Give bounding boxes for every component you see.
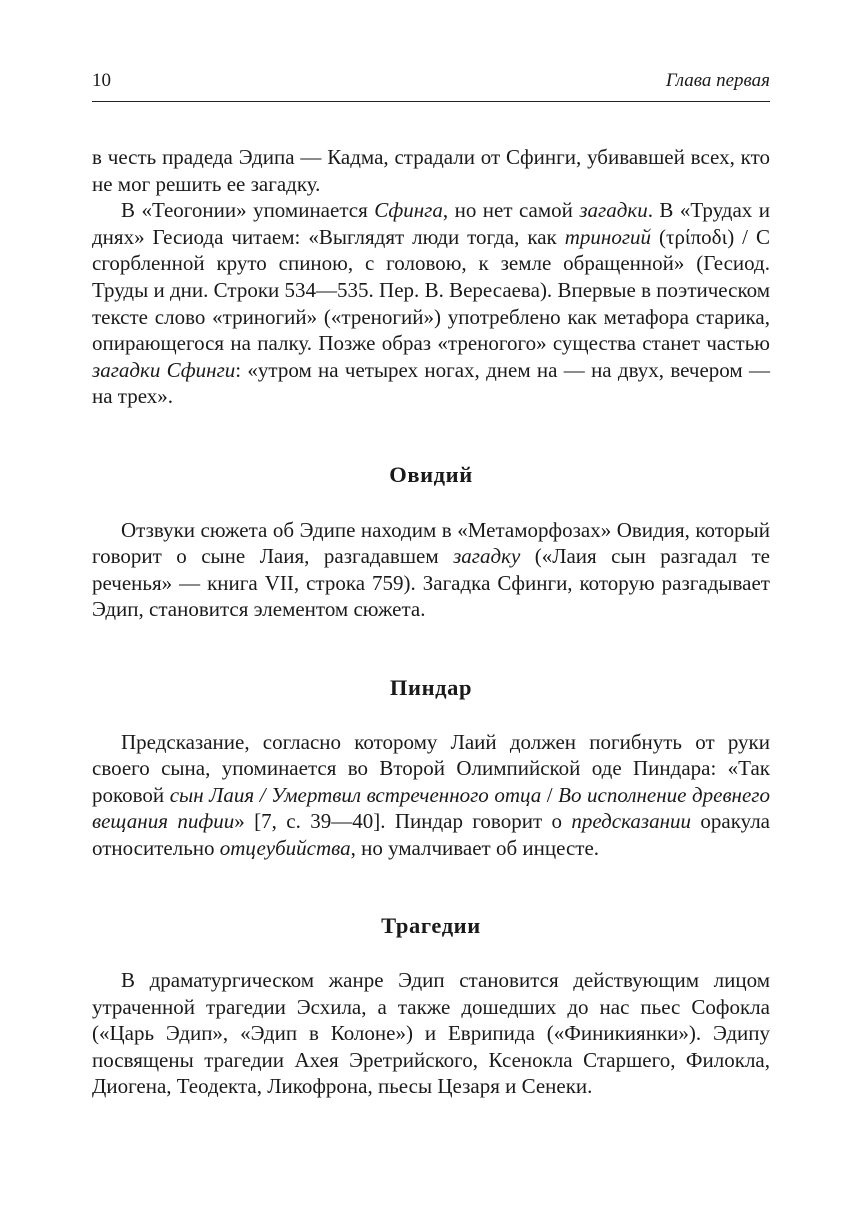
paragraph-intro-continued: в честь прадеда Эдипа — Кадма, страдали от Сфинги, убивавшей всех, кто не мог решить ее загадку. — [92, 145, 770, 196]
section-title-ovid: Овидий — [389, 461, 473, 487]
page-body — [92, 102, 770, 1100]
running-header — [92, 70, 770, 102]
page-number: 10 — [92, 70, 111, 91]
paragraph-ovid: Отзвуки сюжета об Эдипе находим в «Метаморфозах» Овидия, который говорит о сыне Лаия, разгадавшем загадку («Лаия сын разгадал те реченья» — книга VII, строка 759). Загадка Сфинги, которую разгадывает Эдип, становится элементом сюжета. — [92, 517, 771, 622]
paragraph-tragedies: В драматургическом жанре Эдип становится действующим лицом утраченной трагедии Эсхила, а также дошедших до нас пьес Софокла («Царь Эдип», «Эдип в Колоне») и Еврипида («Финикиянки»). Эдипу посвящены трагедии Ахея Эретрийского, Ксенокла Старшего, Филокла, Диогена, Теодекта, Ликофрона, пьесы Цезаря и Сенеки. — [92, 968, 770, 1099]
section-title-pindar: Пиндар — [389, 674, 473, 700]
paragraph-pindar: Предсказание, согласно которому Лаий должен погибнуть от руки своего сына, упоминается во Второй Олимпийской оде Пиндара: «Так роковой сын Лаия / Умертвил встреченного отца / Во исполнение древнего вещания пифии» [7, с. 39—40]. Пиндар говорит о предсказании оракула относительно отцеубийства, но умалчивает об инцесте. — [92, 729, 771, 860]
book-page — [92, 70, 770, 1100]
section-title-tragedies: Трагедии — [381, 913, 481, 939]
paragraph-theogony: В «Теогонии» упоминается Сфинга, но нет самой загадки. В «Трудах и днях» Гесиода читаем: «Выглядят люди тогда, как триногий (τρίποδι) / С сгорбленной круто спиною, с головою, к земле обращенной» (Гесиод. Труды и дни. Строки 534—535. Пер. В. Вересаева). Впервые в поэтическом тексте слово «триногий» («треногий») употреблено как метафора старика, опирающегося на палку. Позже образ «треногого» существа станет частью загадки Сфинги: «утром на четырех ногах, днем на — на двух, вечером — на трех». — [92, 198, 771, 409]
chapter-title: Глава первая — [665, 70, 770, 91]
